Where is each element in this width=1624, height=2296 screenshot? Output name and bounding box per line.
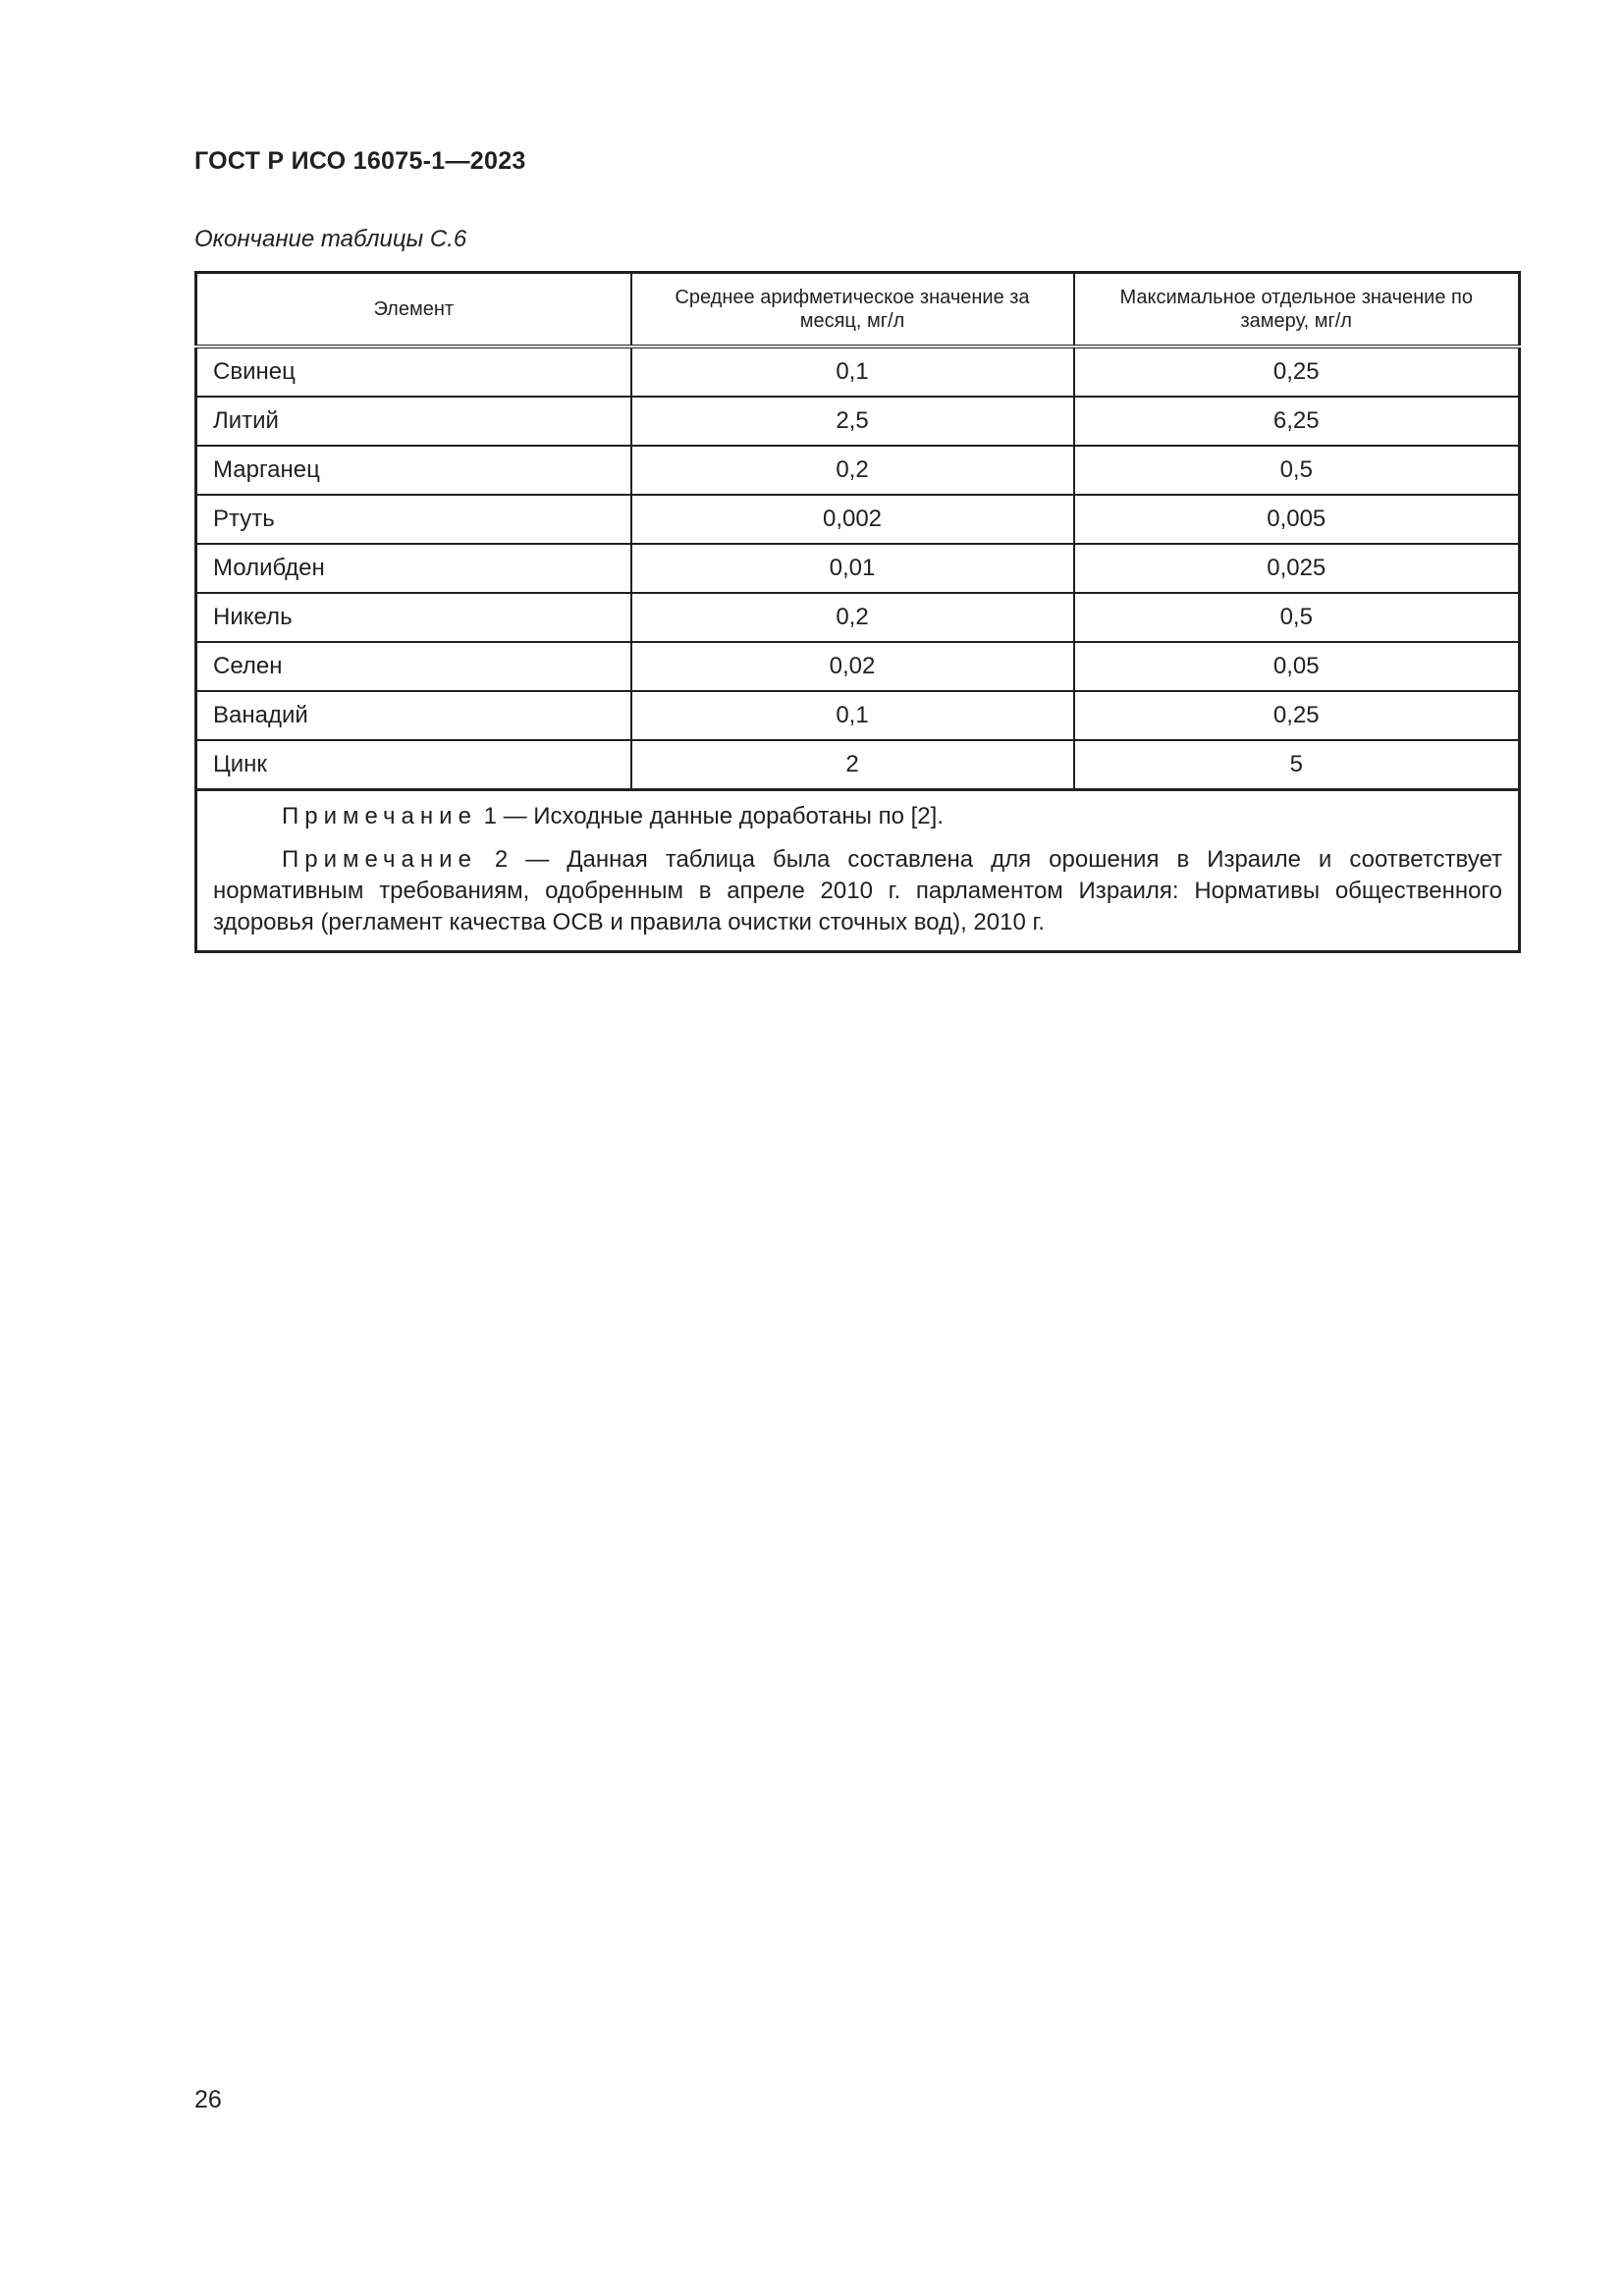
element-name-cell: Цинк: [196, 740, 631, 790]
max-value-cell: 0,005: [1074, 495, 1520, 544]
element-name-cell: Селен: [196, 642, 631, 691]
data-table: [194, 271, 1521, 953]
mean-value-cell: 2,5: [631, 397, 1074, 446]
table-row: [196, 446, 1520, 495]
table-row: [196, 740, 1520, 790]
note-text: 1 — Исходные данные доработаны по [2].: [476, 803, 944, 829]
max-value-cell: 0,5: [1074, 593, 1520, 642]
mean-value-cell: 0,01: [631, 544, 1074, 593]
max-value-cell: 0,025: [1074, 544, 1520, 593]
max-value-cell: 6,25: [1074, 397, 1520, 446]
table-note-2: [213, 844, 1502, 938]
table-row: [196, 642, 1520, 691]
mean-value-cell: 0,2: [631, 446, 1074, 495]
column-header-mean-monthly: Среднее арифметическое значение за месяц, мг/л: [631, 273, 1074, 347]
element-name-cell: Ртуть: [196, 495, 631, 544]
mean-value-cell: 2: [631, 740, 1074, 790]
max-value-cell: 0,25: [1074, 691, 1520, 740]
note-label: Примечание: [282, 803, 477, 829]
mean-value-cell: 0,002: [631, 495, 1074, 544]
table-row: [196, 347, 1520, 397]
table-caption: Окончание таблицы С.6: [194, 226, 467, 252]
table-header-row: [196, 273, 1520, 347]
max-value-cell: 0,05: [1074, 642, 1520, 691]
mean-value-cell: 0,2: [631, 593, 1074, 642]
table-row: [196, 495, 1520, 544]
element-name-cell: Марганец: [196, 446, 631, 495]
page-number: 26: [194, 2086, 222, 2113]
mean-value-cell: 0,02: [631, 642, 1074, 691]
max-value-cell: 0,25: [1074, 347, 1520, 397]
table-note-1: [213, 801, 1502, 832]
column-header-element: Элемент: [196, 273, 631, 347]
mean-value-cell: 0,1: [631, 347, 1074, 397]
table-row: [196, 397, 1520, 446]
mean-value-cell: 0,1: [631, 691, 1074, 740]
table-row: [196, 691, 1520, 740]
note-label: Примечание: [282, 846, 477, 873]
table-row: [196, 544, 1520, 593]
element-name-cell: Никель: [196, 593, 631, 642]
element-name-cell: Ванадий: [196, 691, 631, 740]
element-name-cell: Свинец: [196, 347, 631, 397]
table-row: [196, 593, 1520, 642]
table-notes-row: [196, 790, 1520, 952]
table-notes-cell: [196, 790, 1520, 952]
element-name-cell: Литий: [196, 397, 631, 446]
element-name-cell: Молибден: [196, 544, 631, 593]
document-header: ГОСТ Р ИСО 16075-1—2023: [194, 147, 526, 175]
column-header-max-single: Максимальное отдельное значение по замеру, мг/л: [1074, 273, 1520, 347]
table-container: [194, 271, 1518, 953]
max-value-cell: 5: [1074, 740, 1520, 790]
max-value-cell: 0,5: [1074, 446, 1520, 495]
note-text: 2 — Данная таблица была составлена для орошения в Израиле и соответствует нормативным требованиям, одобренным в апреле 2010 г. парламентом Израиля: Нормативы общественного здоровья (регламент качества ОСВ и правила очистки сточных вод), 2010 г.: [213, 846, 1502, 935]
